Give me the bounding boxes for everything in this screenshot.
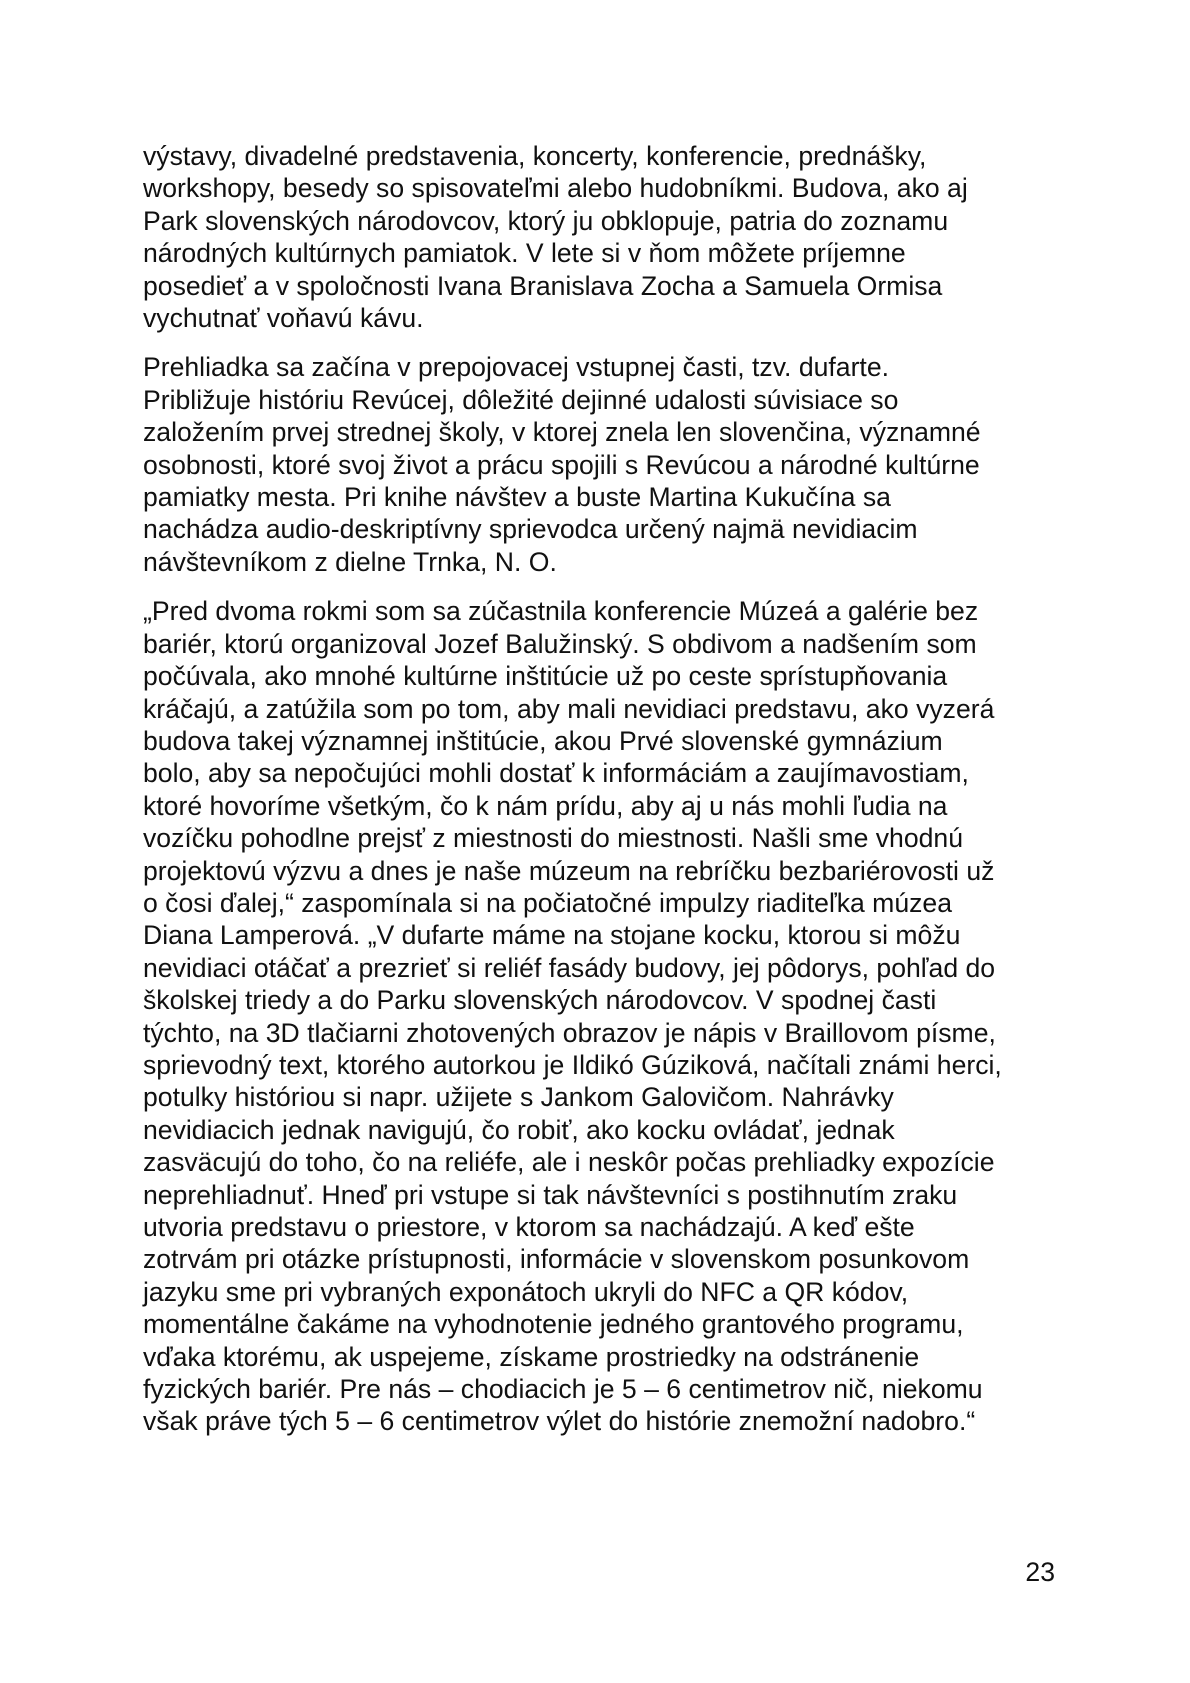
text-line: momentálne čakáme na vyhodnotenie jedného grantového programu, (143, 1309, 964, 1340)
text-line: Park slovenských národovcov, ktorý ju obklopuje, patria do zoznamu (143, 205, 949, 236)
text-line: posedieť a v spoločnosti Ivana Branislava Zocha a Samuela Ormisa (143, 270, 943, 301)
text-line: neprehliadnuť. Hneď pri vstupe si tak návštevníci s postihnutím zraku (143, 1179, 958, 1210)
text-line: jazyku sme pri vybraných exponátoch ukryli do NFC a QR kódov, (143, 1276, 909, 1307)
text-line: fyzických bariér. Pre nás – chodiacich je 5 – 6 centimetrov nič, niekomu (143, 1374, 983, 1405)
text-line: založením prvej strednej školy, v ktorej znela len slovenčina, významné (143, 417, 981, 448)
text-line: národných kultúrnych pamiatok. V lete si v ňom môžete príjemne (143, 238, 906, 269)
text-line: školskej triedy a do Parku slovenských národovcov. V spodnej časti (143, 985, 937, 1016)
text-line: utvoria predstavu o priestore, v ktorom sa nachádzajú. A keď ešte (143, 1212, 915, 1242)
text-line: Diana Lamperová. „V dufarte máme na stojane kocku, ktorou si môžu (143, 920, 961, 951)
text-line: potulky históriou si napr. užijete s Jankom Galovičom. Nahrávky (143, 1082, 894, 1113)
text-line: kráčajú, a zatúžila som po tom, aby mali nevidiaci predstavu, ako vyzerá (143, 693, 995, 724)
text-line: vďaka ktorému, ak uspejeme, získame prostriedky na odstránenie (143, 1341, 920, 1372)
text-line: sprievodný text, ktorého autorkou je Ildikó Gúziková, načítali známi herci, (143, 1049, 1002, 1080)
text-line: zasväcujú do toho, čo na reliéfe, ale i neskôr počas prehliadky expozície (143, 1147, 995, 1178)
text-line: Približuje históriu Revúcej, dôležité dejinné udalosti súvisiace so (143, 384, 899, 415)
paragraph-2 (143, 351, 1073, 578)
text-line: budova takej významnej inštitúcie, akou Prvé slovenské gymnázium (143, 725, 943, 756)
text-line: zotrvám pri otázke prístupnosti, informácie v slovenskom posunkovom (143, 1244, 970, 1275)
text-line: nevidiacich jednak navigujú, čo robiť, ako kocku ovládať, jednak (143, 1114, 895, 1145)
text-line: výstavy, divadelné predstavenia, koncerty, konferencie, prednášky, (143, 141, 927, 171)
text-line: osobnosti, ktoré svoj život a prácu spojili s Revúcou a národné kultúrne (143, 449, 980, 480)
text-line: projektovú výzvu a dnes je naše múzeum na rebríčku bezbariérovosti už (143, 855, 995, 886)
text-line: o čosi ďalej,“ zaspomínala si na počiatočné impulzy riaditeľka múzea (143, 887, 953, 918)
text-line: pamiatky mesta. Pri knihe návštev a buste Martina Kukučína sa (143, 482, 891, 513)
text-line: však práve tých 5 – 6 centimetrov výlet do histórie znemožní nadobro.“ (143, 1406, 976, 1437)
text-line: počúvala, ako mnohé kultúrne inštitúcie už po ceste sprístupňovania (143, 661, 948, 692)
text-line: týchto, na 3D tlačiarni zhotovených obrazov je nápis v Braillovom písme, (143, 1017, 996, 1048)
text-line: vychutnať voňavú kávu. (143, 303, 424, 334)
text-line: bolo, aby sa nepočujúci mohli dostať k informáciám a zaujímavostiam, (143, 758, 969, 789)
text-line: ktoré hovoríme všetkým, čo k nám prídu, aby aj u nás mohli ľudia na (143, 790, 948, 821)
text-line: „Pred dvoma rokmi som sa zúčastnila konferencie Múzeá a galérie bez (143, 596, 979, 627)
page-number: 23 (1025, 1557, 1055, 1587)
paragraph-1 (143, 140, 1073, 334)
text-line: návštevníkom z dielne Trnka, N. O. (143, 546, 557, 577)
text-line: bariér, ktorú organizoval Jozef Balužinský. S obdivom a nadšením som (143, 628, 977, 659)
paragraph-3-quote (143, 595, 1073, 1438)
text-line: nachádza audio-deskriptívny sprievodca určený najmä nevidiacim (143, 514, 918, 545)
body-text (143, 140, 1073, 1455)
text-line: nevidiaci otáčať a prezrieť si reliéf fasády budovy, jej pôdorys, pohľad do (143, 952, 996, 983)
text-line: vozíčku pohodlne prejsť z miestnosti do miestnosti. Našli sme vhodnú (143, 823, 963, 854)
text-line: Prehliadka sa začína v prepojovacej vstupnej časti, tzv. dufarte. (143, 352, 890, 383)
text-line: workshopy, besedy so spisovateľmi alebo hudobníkmi. Budova, ako aj (143, 173, 968, 204)
